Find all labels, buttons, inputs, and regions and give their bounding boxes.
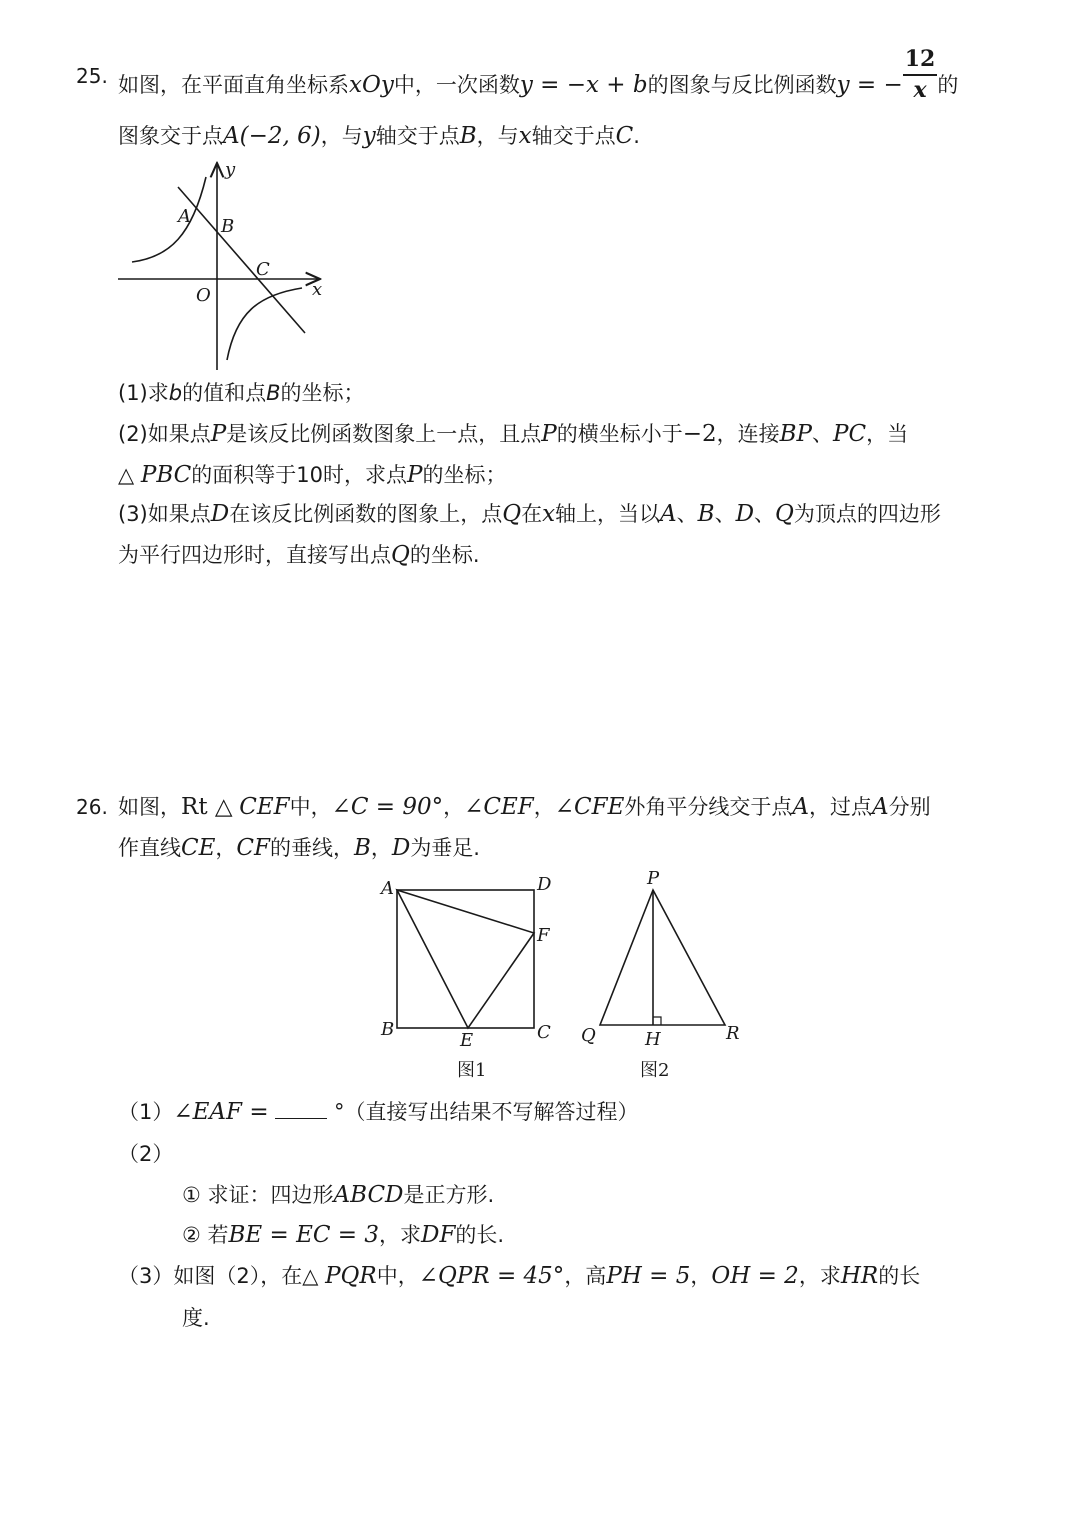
q25-coordinate-figure	[110, 155, 340, 380]
q25-line-1	[118, 46, 959, 104]
hyperbola-branch-upper-left	[132, 177, 206, 262]
math-angle-cef: ∠CEF	[464, 794, 534, 820]
q25-text: 是该反比例函数图象上一点，且点	[226, 422, 542, 446]
answer-blank[interactable]	[275, 1098, 327, 1119]
math-bp: BP	[779, 421, 813, 447]
q25-text: 、	[812, 422, 834, 446]
q26-text: （3）如图（2），在△	[118, 1264, 319, 1288]
q25-number: 25.	[76, 64, 108, 88]
q26-text: 分别	[888, 795, 931, 819]
math-angle-cfe: ∠CFE	[554, 794, 625, 820]
q26-text: 外角平分线交于点	[624, 795, 793, 819]
q26-text: 的长	[878, 1264, 921, 1288]
q26-text: ① 求证：四边形	[182, 1183, 334, 1207]
q25-text: 的坐标；	[280, 381, 365, 405]
math-p: P	[210, 421, 227, 447]
q26-text: 作直线	[118, 836, 181, 860]
math-y: y	[362, 123, 376, 149]
math-df: DF	[421, 1222, 456, 1248]
fraction-numerator: 12	[903, 44, 938, 76]
q25-text: 轴交于点	[531, 124, 616, 148]
label-d: D	[537, 874, 552, 895]
q25-text: 为顶点的四边形	[793, 502, 941, 526]
q25-text: 轴交于点	[375, 124, 460, 148]
q26-text: ，过点	[809, 795, 873, 819]
q25-text: 的面积等于10时，求点	[191, 463, 407, 487]
q25-text: 的值和点	[182, 381, 267, 405]
q25-text: 、	[714, 502, 736, 526]
math-cef: CEF	[239, 794, 290, 820]
q26-figure-1	[375, 870, 565, 1080]
q25-part-1	[118, 379, 365, 407]
q25-text: 的坐标.	[409, 543, 480, 567]
math-angle-c: ∠C = 90°	[331, 794, 444, 820]
q25-part-3-line-2	[118, 541, 480, 569]
math-x: x	[542, 501, 556, 527]
math-oh: OH = 2	[711, 1263, 799, 1289]
math-b-var: b	[168, 381, 183, 405]
q26-sub-2-ii	[182, 1221, 504, 1249]
q26-text: ，求	[798, 1264, 841, 1288]
fraction-denominator: x	[913, 77, 927, 103]
q25-part-3	[118, 500, 941, 528]
math-linear-function: y = −x + b	[519, 72, 648, 98]
math-d: D	[391, 835, 411, 861]
q26-text: （1）	[118, 1100, 174, 1124]
q26-line-1	[118, 793, 931, 821]
q25-text: 在该反比例函数的图象上，点	[229, 502, 503, 526]
label-a: A	[178, 206, 191, 227]
math-inverse-function: y = −	[836, 72, 903, 98]
q26-text: 为垂足.	[410, 836, 480, 860]
q25-text: 图象交于点	[118, 124, 223, 148]
math-c: C	[615, 123, 634, 149]
right-angle-mark	[653, 1017, 661, 1025]
q25-text: (1)求	[118, 381, 169, 405]
label-x: x	[312, 279, 323, 300]
q25-text: 轴上，当以	[555, 502, 661, 526]
q26-text: 的垂线，	[269, 836, 354, 860]
math-b: B	[266, 381, 281, 405]
q26-text: ，	[690, 1264, 712, 1288]
math-cf: CF	[236, 835, 270, 861]
q26-text: 的长.	[455, 1223, 505, 1247]
label-y: y	[225, 159, 236, 180]
q25-text: ，当	[866, 422, 909, 446]
q26-figure-2	[575, 865, 750, 1080]
q25-text: 的坐标；	[422, 463, 507, 487]
math-pqr: PQR	[325, 1263, 377, 1289]
q26-sub-3-line-2: 度.	[182, 1306, 210, 1330]
q25-text: 中，一次函数	[393, 73, 520, 97]
triangle-aef	[397, 890, 534, 1028]
math-x: x	[518, 123, 532, 149]
q25-text: .	[633, 124, 640, 148]
math-angle-eaf: ∠EAF =	[173, 1099, 269, 1125]
math-point-a: A(−2, 6)	[223, 123, 321, 149]
label-e: E	[460, 1030, 474, 1051]
q26-sub-2-i	[182, 1181, 494, 1209]
math-d: D	[735, 501, 755, 527]
q25-text: 为平行四边形时，直接写出点	[118, 543, 391, 567]
math-pc: PC	[833, 421, 867, 447]
q25-text: 、	[754, 502, 776, 526]
math-a: A	[872, 794, 889, 820]
q26-text: ，	[370, 836, 392, 860]
label-p: P	[647, 868, 660, 889]
q26-sub-2: （2）	[118, 1142, 174, 1166]
math-ce: CE	[181, 835, 216, 861]
math-b: B	[459, 123, 477, 149]
q25-text: ，与	[476, 124, 519, 148]
q26-text: 中，	[376, 1264, 419, 1288]
math-angle-qpr: ∠QPR = 45°	[418, 1263, 565, 1289]
q26-text: ，高	[564, 1264, 607, 1288]
figure-2-caption: 图2	[640, 1060, 670, 1080]
math-abcd: ABCD	[333, 1182, 404, 1208]
triangle-symbol: △	[118, 463, 135, 487]
label-a: A	[381, 878, 394, 899]
math-hr: HR	[840, 1263, 879, 1289]
q25-part-2-line-2	[118, 461, 506, 489]
q26-text: ，	[533, 795, 555, 819]
q26-text: 中，	[289, 795, 332, 819]
q25-text: (3)如果点	[118, 502, 211, 526]
q25-text: (2)如果点	[118, 422, 211, 446]
math-q: Q	[502, 501, 522, 527]
q25-text: ，与	[320, 124, 363, 148]
q25-text: 的	[937, 73, 959, 97]
q26-text: 是正方形.	[403, 1183, 495, 1207]
q26-text: 如图，	[118, 795, 181, 819]
math-pbc: PBC	[140, 462, 192, 488]
q26-sub-1	[118, 1098, 638, 1126]
math-a: A	[660, 501, 677, 527]
label-c: C	[537, 1022, 551, 1043]
math-p: P	[541, 421, 557, 447]
math-xoy: xOy	[349, 72, 394, 98]
q26-text: ，求	[379, 1223, 422, 1247]
q25-line-2	[118, 122, 640, 150]
math-p: P	[406, 462, 423, 488]
label-o: O	[196, 285, 211, 306]
q25-text: 、	[676, 502, 698, 526]
math-d: D	[210, 501, 230, 527]
label-h: H	[645, 1029, 661, 1050]
q25-text: 如图，在平面直角坐标系	[118, 73, 349, 97]
math-rt-triangle: Rt △	[181, 794, 233, 820]
label-b: B	[221, 216, 235, 237]
label-f: F	[537, 925, 550, 946]
figure-1-caption: 图1	[457, 1060, 487, 1080]
label-r: R	[726, 1023, 740, 1044]
q25-text: 在	[521, 502, 543, 526]
q25-part-2	[118, 420, 908, 448]
q26-line-2	[118, 834, 480, 862]
q25-text: 的图象与反比例函数	[647, 73, 837, 97]
q26-sub-3	[118, 1262, 920, 1290]
label-b: B	[381, 1019, 395, 1040]
label-c: C	[256, 259, 270, 280]
math-ph: PH = 5	[606, 1263, 691, 1289]
math-a: A	[792, 794, 810, 820]
triangle-pqr	[600, 890, 725, 1025]
q26-number: 26.	[76, 795, 108, 819]
q26-text: ，	[215, 836, 237, 860]
math-b: B	[353, 835, 371, 861]
q25-text: 的横坐标小于	[556, 422, 683, 446]
q25-text: ，连接	[716, 422, 780, 446]
math-be-ec: BE = EC = 3	[228, 1222, 380, 1248]
math-minus-two: −2	[682, 421, 717, 447]
q26-text: ，	[443, 795, 465, 819]
fraction-12-over-x	[903, 44, 938, 104]
hyperbola-branch-lower-right	[227, 288, 302, 360]
q26-text: ② 若	[182, 1223, 229, 1247]
label-q: Q	[581, 1025, 596, 1046]
linear-function-line	[178, 187, 305, 333]
math-q: Q	[775, 501, 794, 527]
q26-text: °（直接写出结果不写解答过程）	[333, 1100, 639, 1124]
math-q: Q	[391, 542, 410, 568]
math-b: B	[697, 501, 715, 527]
